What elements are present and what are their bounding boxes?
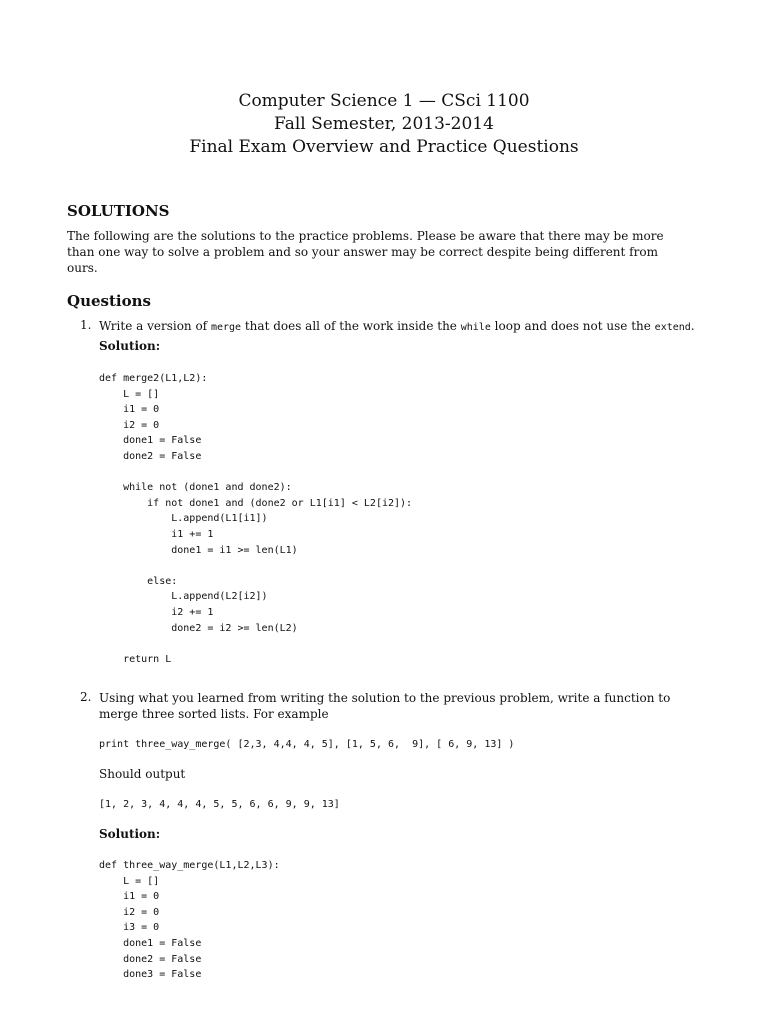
question-2-solution-label: Solution: xyxy=(99,827,161,841)
question-1-text-a: Write a version of xyxy=(99,319,211,333)
while-code: while xyxy=(460,322,491,333)
course-title: Computer Science 1 — CSci 1100 xyxy=(238,91,530,111)
merge-code: merge xyxy=(210,322,242,333)
question-2-solution-code: def three_way_merge(L1,L2,L3): L = [] i1 = 0 i2 = 0 i3 = 0 done1 = False done2 = False done3 = False xyxy=(99,860,280,981)
question-2-number: 2. xyxy=(80,690,92,704)
exam-title: Final Exam Overview and Practice Questions xyxy=(189,137,579,157)
solutions-heading: SOLUTIONS xyxy=(67,202,170,220)
question-2-should-output: Should output xyxy=(99,767,186,781)
question-1-text-c: loop and does not use the xyxy=(490,319,655,333)
document-title xyxy=(0,90,768,159)
question-1-text xyxy=(99,318,699,336)
question-1-solution-code: def merge2(L1,L2): L = [] i1 = 0 i2 = 0 done1 = False done2 = False while not (done1 and done2): if not done1 and (done2 or L1[i1] < L2[i2]): L.append(L1[i1]) i1 += 1 done1 = i1 >= len(L1) else: L.append(L2[i2]) i2 += 1 done2 = i2 >= len(L2) return L xyxy=(99,373,413,665)
question-2-output-code: [1, 2, 3, 4, 4, 4, 5, 5, 6, 6, 9, 9, 13] xyxy=(99,799,340,810)
solutions-intro: The following are the solutions to the practice problems. Please be aware that there may be more than one way to solve a problem and so your answer may be correct despite being different from ours. xyxy=(67,229,664,275)
extend-code: extend xyxy=(654,322,691,333)
semester-title: Fall Semester, 2013-2014 xyxy=(274,114,494,134)
questions-heading: Questions xyxy=(67,292,151,310)
question-1-number: 1. xyxy=(80,318,92,332)
question-1-text-b: that does all of the work inside the xyxy=(241,319,461,333)
question-1-text-d: . xyxy=(690,319,695,333)
question-2-text: Using what you learned from writing the solution to the previous problem, write a function to merge three sorted lists. For example xyxy=(99,691,671,721)
question-1-solution-label: Solution: xyxy=(99,339,161,353)
question-2-example-code: print three_way_merge( [2,3, 4,4, 4, 5], [1, 5, 6, 9], [ 6, 9, 13] ) xyxy=(99,739,515,750)
